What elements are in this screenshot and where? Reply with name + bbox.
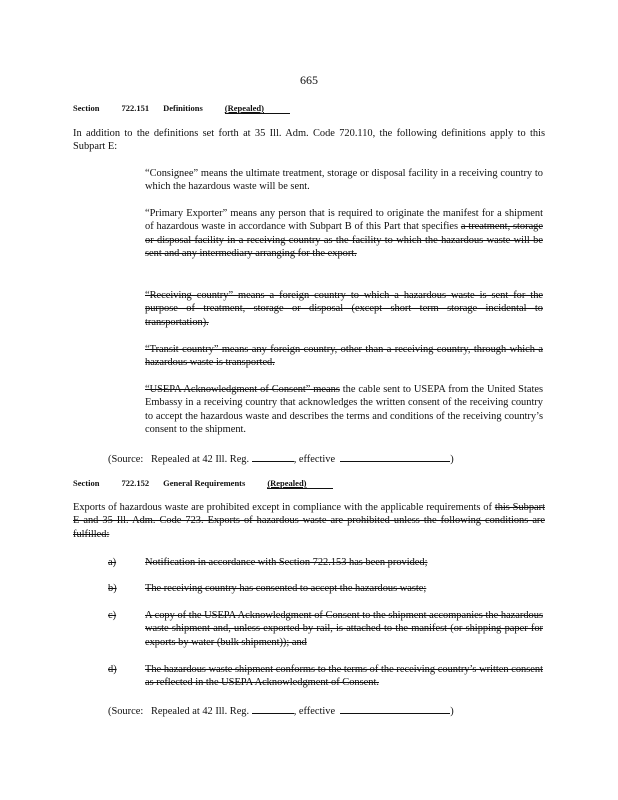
intro-paragraph-151: In addition to the definitions set forth at 35 Ill. Adm. Code 720.110, the following definitions apply to this Subpart E: [73, 128, 545, 153]
condition-b: The receiving country has consented to accept the hazardous waste; [145, 583, 427, 594]
section-label: Section [73, 478, 100, 488]
blank-effective-date [340, 451, 450, 462]
definition-receiving-country: “Receiving country” means a foreign country to which a hazardous waste is sent for the purpose of treatment, storage or disposal (except short term storage incidental to transportation). [145, 290, 543, 328]
section-722-152-heading [73, 478, 333, 489]
condition-letter-a: a) [108, 557, 117, 568]
intro-152-struck: this Subpart E and 35 Ill. Adm. Code 723. Exports of hazardous waste are prohibited unless the following conditions are fulfilled: [73, 502, 545, 540]
section-722-151-heading [73, 103, 290, 114]
definition-usepa-acknowledgment [145, 383, 543, 437]
definition-usepa-struck: “USEPA Acknowledgment of Consent” means [145, 384, 340, 395]
condition-letter-d: d) [108, 664, 117, 675]
section-title: Definitions [163, 103, 203, 113]
section-number: 722.152 [121, 478, 150, 488]
condition-c: A copy of the USEPA Acknowledgment of Consent to the shipment accompanies the hazardous waste shipment and, unless exported by rail, is attached to the manifest (or shipping paper for exports by water (bulk shipment)); and [145, 610, 543, 648]
source-note-151: (Source: Repealed at 42 Ill. Reg. , effective ) [108, 451, 454, 465]
page-number: 665 [300, 73, 318, 87]
definition-primary-exporter [145, 207, 543, 261]
condition-d: The hazardous waste shipment conforms to the terms of the receiving country’s written consent as reflected in the USEPA Acknowledgment of Consent. [145, 664, 543, 689]
condition-letter-b: b) [108, 583, 117, 594]
source-note-152: (Source: Repealed at 42 Ill. Reg. , effective ) [108, 703, 454, 717]
section-status: (Repealed) [267, 478, 332, 489]
section-title: General Requirements [163, 478, 246, 488]
definition-consignee: “Consignee” means the ultimate treatment, storage or disposal facility in a receiving country to which the hazardous waste will be sent. [145, 168, 543, 193]
condition-letter-c: c) [108, 610, 117, 621]
intro-152-kept: Exports of hazardous waste are prohibited except in compliance with the applicable requirements of [73, 502, 492, 513]
section-number: 722.151 [121, 103, 150, 113]
definition-usepa-kept: the cable sent to USEPA from the United States Embassy in a receiving country that acknowledges the written consent of the receiving country to accept the hazardous waste and describes the terms and conditions of the receiving country’s consent to the shipment. [145, 384, 543, 436]
intro-paragraph-152 [73, 501, 545, 541]
definition-transit-country: “Transit country” means any foreign country, other than a receiving country, through which a hazardous waste is transported. [145, 344, 543, 369]
blank-effective-date [340, 703, 450, 714]
condition-a: Notification in accordance with Section 722.153 has been provided; [145, 557, 428, 568]
section-label: Section [73, 103, 100, 113]
definition-primary-exporter-struck: a treatment, storage or disposal facility in a receiving country as the facility to which the hazardous waste will be sent and any intermediary arranging for the export. [145, 221, 543, 260]
blank-register-number [252, 451, 294, 462]
definition-primary-exporter-kept: “Primary Exporter” means any person that is required to originate the manifest for a shipment of hazardous waste in accordance with Subpart B of this Part that specifies [145, 208, 543, 233]
section-status: (Repealed) [225, 103, 290, 114]
blank-register-number [252, 703, 294, 714]
